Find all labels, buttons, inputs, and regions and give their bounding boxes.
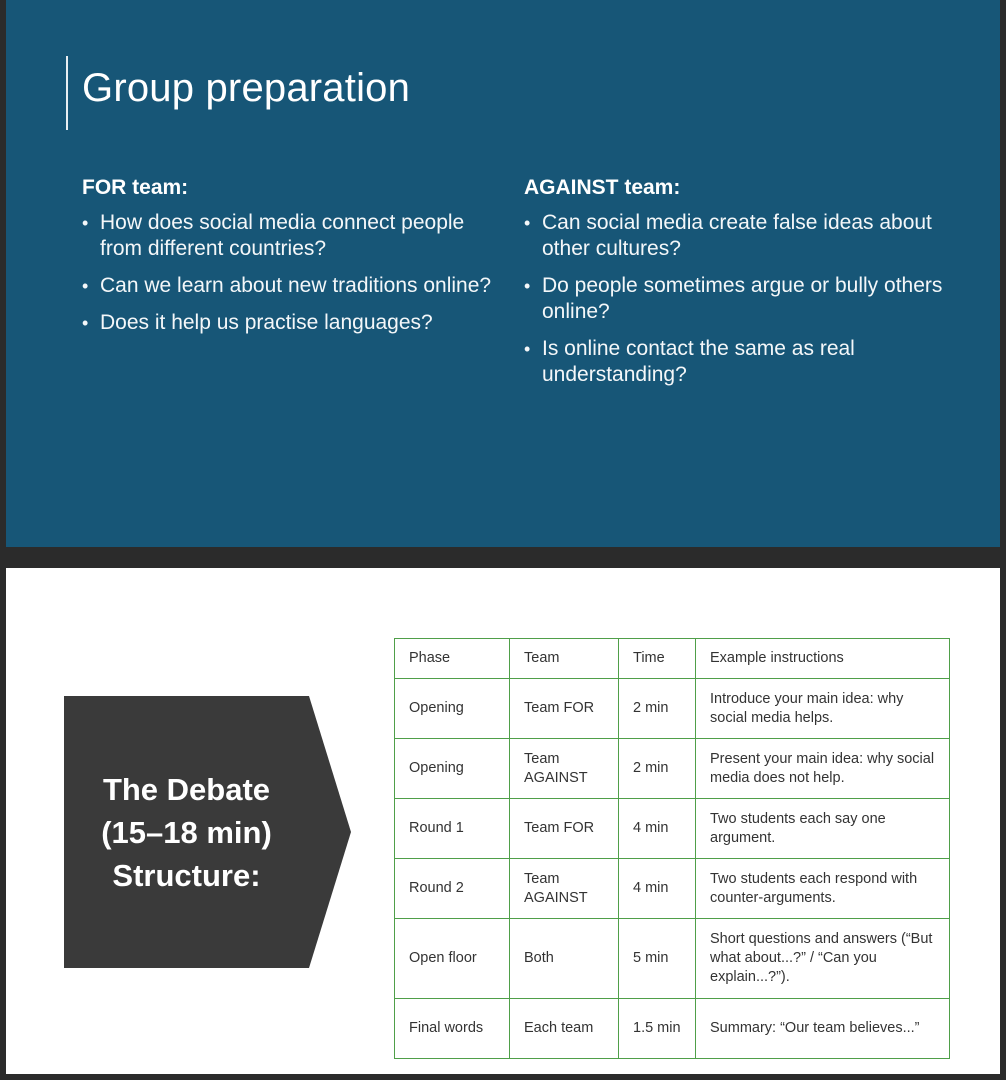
header-team: Team [510,639,619,679]
list-item [82,273,502,299]
cell-time: 2 min [619,679,696,739]
debate-structure-slide [6,568,1000,1074]
cell-team: Team AGAINST [510,739,619,799]
header-phase: Phase [395,639,510,679]
list-item [82,310,502,336]
header-time: Time [619,639,696,679]
list-item [524,273,944,325]
cell-phase: Round 1 [395,799,510,859]
cell-instructions: Two students each say one argument. [696,799,950,859]
list-item [82,210,502,262]
cell-team: Team AGAINST [510,859,619,919]
cell-instructions: Two students each respond with counter-arguments. [696,859,950,919]
bullet-icon: • [82,213,89,233]
list-item-text: Can social media create false ideas about other cultures? [542,211,932,260]
bullet-icon: • [524,339,531,359]
cell-time: 1.5 min [619,999,696,1059]
chevron-line-title: The Debate [102,771,271,807]
for-team-heading: FOR team: [82,176,189,199]
table-row [395,859,950,919]
cell-team: Team FOR [510,679,619,739]
table-header-row [395,639,950,679]
list-item-text: Does it help us practise languages? [100,311,433,334]
cell-time: 4 min [619,799,696,859]
cell-team: Team FOR [510,799,619,859]
list-item [524,210,944,262]
list-item [524,336,944,388]
debate-table [394,638,950,1059]
chevron-line-duration: (15–18 min) [101,814,272,850]
cell-team: Both [510,919,619,999]
list-item-text: Is online contact the same as real understanding? [542,337,855,386]
cell-time: 2 min [619,739,696,799]
cell-instructions: Summary: “Our team believes...” [696,999,950,1059]
cell-instructions: Present your main idea: why social media does not help. [696,739,950,799]
list-item-text: Do people sometimes argue or bully others online? [542,274,943,323]
for-team-list [82,210,502,336]
cell-time: 5 min [619,919,696,999]
cell-phase: Final words [395,999,510,1059]
for-team-column [82,176,502,347]
list-item-text: How does social media connect people from different countries? [100,211,465,260]
cell-instructions: Short questions and answers (“But what about...?” / “Can you explain...?”). [696,919,950,999]
cell-team: Each team [510,999,619,1059]
chevron-label [64,696,309,968]
bullet-icon: • [82,276,89,296]
table-row [395,999,950,1059]
title-divider [66,56,68,130]
table-row [395,799,950,859]
table-row [395,739,950,799]
slide-title: Group preparation [82,66,411,110]
header-instructions: Example instructions [696,639,950,679]
cell-instructions: Introduce your main idea: why social media helps. [696,679,950,739]
table-row [395,919,950,999]
cell-phase: Round 2 [395,859,510,919]
against-team-column [524,176,944,399]
against-team-list [524,210,944,388]
cell-phase: Open floor [395,919,510,999]
list-item-text: Can we learn about new traditions online? [100,274,492,297]
chevron-line-structure: Structure: [112,857,261,893]
bullet-icon: • [82,313,89,333]
cell-phase: Opening [395,679,510,739]
group-preparation-slide [6,0,1000,547]
against-team-heading: AGAINST team: [524,176,681,199]
cell-time: 4 min [619,859,696,919]
bullet-icon: • [524,213,531,233]
table-row [395,679,950,739]
cell-phase: Opening [395,739,510,799]
bullet-icon: • [524,276,531,296]
